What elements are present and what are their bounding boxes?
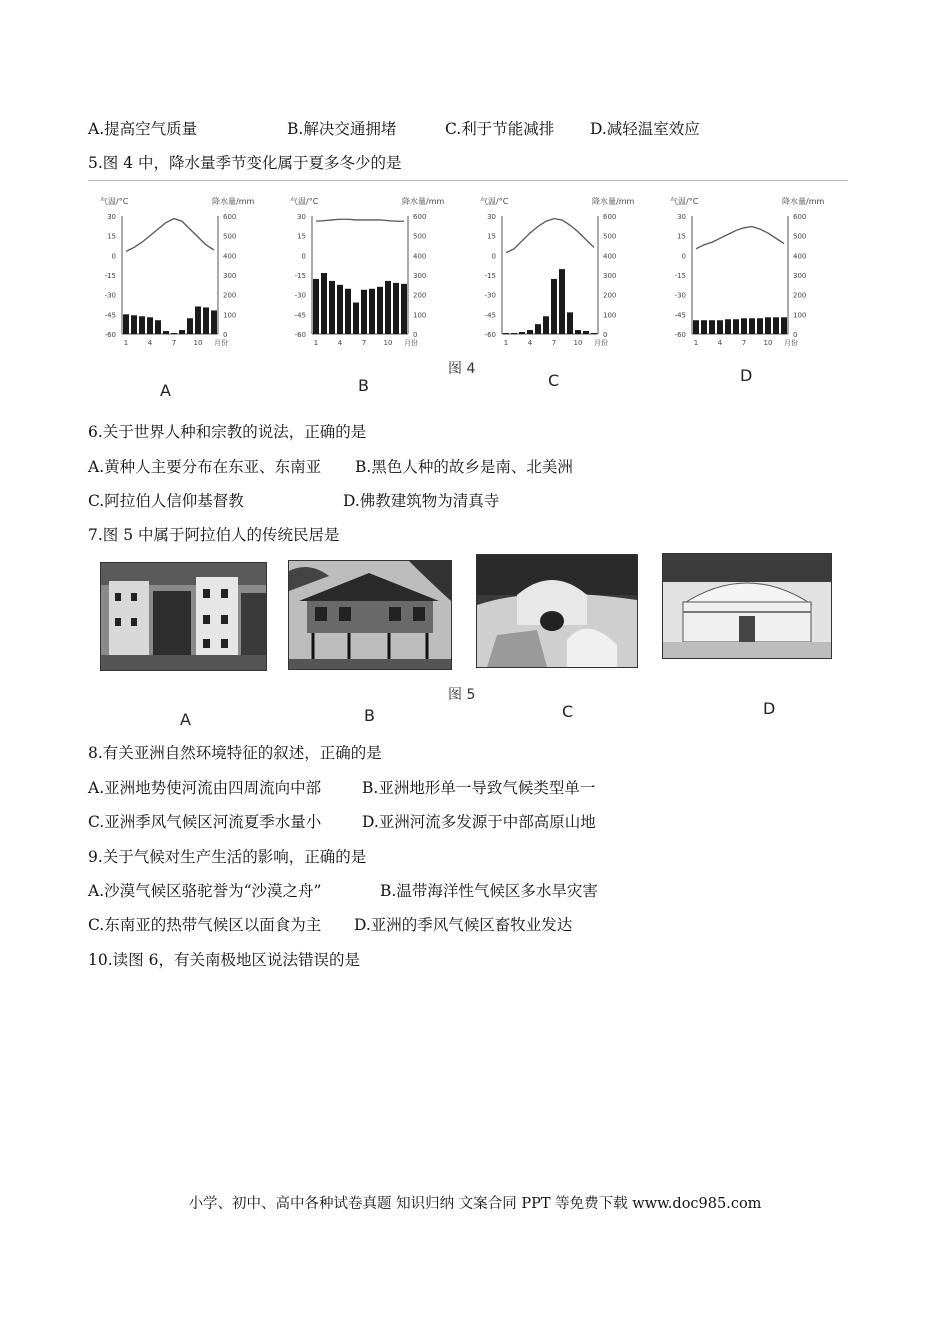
chart-0-precip-bar [187, 318, 193, 334]
q6-option-c: C.阿拉伯人信仰基督教 [88, 492, 244, 510]
chart-0-precip-bar [147, 317, 153, 334]
chart-1-precip-bar [313, 279, 319, 334]
chart-0-temp-tick: -15 [104, 272, 116, 280]
chart-3-temp-tick: -30 [674, 291, 686, 300]
chart-3-temp-tick: -15 [674, 272, 686, 280]
chart-0-precip-bar [203, 307, 209, 334]
chart-2-month-unit: 月份 [594, 339, 608, 347]
photo-d-yurt [662, 553, 832, 659]
q9-option-d: D.亚洲的季风气候区畜牧业发达 [354, 916, 573, 934]
photo-b-label: B [364, 706, 375, 725]
q8-option-c: C.亚洲季风气候区河流夏季水量小 [88, 813, 322, 831]
chart-2-precip-tick: 500 [603, 232, 617, 241]
q4-option-c: C.利于节能减排 [445, 120, 555, 138]
chart-3-precip-tick: 600 [793, 213, 807, 221]
chart-3-precip-tick: 200 [793, 291, 807, 300]
chart-1-temp-tick: 30 [297, 213, 306, 221]
chart-0-month-tick: 10 [193, 339, 203, 347]
chart-3-precip-bar [693, 320, 699, 334]
chart-1-temp-tick: -60 [294, 331, 306, 339]
chart-3-month-tick: 7 [741, 339, 747, 347]
chart-2-precip-bar [575, 330, 581, 334]
q6-option-a: A.黄种人主要分布在东亚、东南亚 [88, 458, 322, 476]
chart-2-temp-tick: -45 [484, 311, 496, 320]
chart-2-precip-bar [551, 279, 557, 334]
chart-2-precip-bar [527, 330, 533, 334]
q10-stem: 10.读图 6，有关南极地区说法错误的是 [88, 951, 360, 969]
chart-2-precip-bar [559, 269, 565, 334]
chart-1-temp-tick: -45 [294, 311, 306, 320]
chart-1-precip-bar [345, 289, 351, 334]
chart-2-temp-tick: 15 [487, 232, 496, 241]
chart-2-precip-bar [535, 324, 541, 334]
chart-1-precip-bar [329, 281, 335, 334]
chart-0-precip-bar [131, 315, 137, 334]
chart-1-precip-tick: 0 [413, 331, 418, 339]
chart-2-temp-tick: -60 [484, 331, 496, 339]
figure4-top-rule [88, 180, 848, 181]
chart-2-precip-axis-title: 降水量/mm [592, 197, 635, 206]
chart-2-precip-bar [543, 316, 549, 334]
q8-option-d: D.亚洲河流多发源于中部高原山地 [362, 813, 596, 831]
chart-1-precip-bar [393, 283, 399, 334]
chart-3-month-tick: 10 [763, 339, 773, 347]
chart-2-precip-bar [519, 332, 525, 334]
chart-2-temp-tick: -30 [484, 291, 496, 300]
chart-1-temp-line [316, 219, 404, 221]
chart-3-precip-tick: 100 [793, 311, 807, 320]
figure4-caption: 图 4 [448, 361, 476, 377]
q4-option-b: B.解决交通拥堵 [287, 120, 397, 138]
chart-0-temp-axis-title: 气温/°C [100, 197, 129, 206]
chart-1-precip-bar [401, 284, 407, 334]
chart-2-precip-bar [511, 333, 517, 334]
chart-2-temp-tick: 0 [491, 252, 496, 261]
q8-stem: 8.有关亚洲自然环境特征的叙述，正确的是 [88, 744, 382, 762]
chart-3-precip-tick: 400 [793, 252, 807, 261]
chart-0-month-unit: 月份 [214, 339, 228, 347]
q9-option-a: A.沙漠气候区骆驼誉为“沙漠之舟” [88, 882, 322, 900]
chart-1-precip-bar [321, 273, 327, 334]
chart-3-temp-tick: 0 [681, 252, 686, 261]
chart-b-label: B [358, 376, 369, 395]
chart-3-temp-tick: 15 [677, 232, 686, 241]
chart-0-temp-tick: 0 [111, 252, 116, 261]
chart-1-temp-tick: 15 [297, 232, 306, 241]
chart-1-temp-tick: -15 [294, 272, 306, 280]
chart-2-month-tick: 1 [503, 339, 509, 347]
chart-2-precip-tick: 100 [603, 311, 617, 320]
chart-1-temp-tick: 0 [301, 252, 306, 261]
chart-0-precip-tick: 500 [223, 232, 237, 241]
chart-2-precip-bar [567, 312, 573, 334]
chart-1-precip-bar [353, 303, 359, 334]
chart-3-temp-tick: 30 [677, 213, 686, 221]
chart-1-precip-bar [337, 285, 343, 334]
chart-3-precip-bar [717, 320, 723, 334]
chart-2-temp-line [506, 219, 594, 253]
chart-0-temp-tick: 15 [107, 232, 116, 241]
chart-d-label: D [740, 366, 753, 385]
chart-1-precip-tick: 100 [413, 311, 427, 320]
photo-a-stone-houses [100, 562, 267, 671]
chart-0-temp-tick: -30 [104, 291, 116, 300]
chart-2-precip-tick: 300 [603, 272, 617, 280]
chart-3-precip-bar [765, 317, 771, 334]
chart-1-month-tick: 1 [313, 339, 319, 347]
chart-0-precip-bar [195, 306, 201, 334]
chart-0-month-tick: 4 [147, 339, 153, 347]
q4-option-a: A.提高空气质量 [88, 120, 198, 138]
chart-0-temp-tick: -60 [104, 331, 116, 339]
chart-1-precip-bar [385, 281, 391, 334]
chart-3-precip-bar [733, 319, 739, 334]
photo-a-label: A [180, 710, 191, 729]
chart-3-month-unit: 月份 [784, 339, 798, 347]
chart-1-temp-axis-title: 气温/°C [290, 197, 319, 206]
q7-stem: 7.图 5 中属于阿拉伯人的传统民居是 [88, 526, 340, 544]
chart-1-month-tick: 7 [361, 339, 367, 347]
chart-3-precip-bar [701, 320, 707, 334]
chart-0-precip-tick: 400 [223, 252, 237, 261]
q8-option-b: B.亚洲地形单一导致气候类型单一 [362, 779, 596, 797]
chart-0-precip-bar [139, 316, 145, 334]
chart-2-precip-bar [591, 333, 597, 334]
chart-1-precip-tick: 600 [413, 213, 427, 221]
chart-3-temp-line [696, 226, 784, 248]
chart-2-month-tick: 10 [573, 339, 583, 347]
chart-0-temp-tick: 30 [107, 213, 116, 221]
q9-option-b: B.温带海洋性气候区多水旱灾害 [380, 882, 598, 900]
figure4-climate-charts [90, 186, 860, 356]
chart-0-precip-bar [155, 320, 161, 334]
q6-stem: 6.关于世界人种和宗教的说法，正确的是 [88, 423, 367, 441]
chart-3-month-tick: 1 [693, 339, 699, 347]
chart-3-precip-bar [725, 319, 731, 334]
chart-1-precip-bar [377, 287, 383, 334]
photo-b-image [289, 561, 451, 669]
chart-2-precip-tick: 400 [603, 252, 617, 261]
chart-0-month-tick: 7 [171, 339, 177, 347]
photo-c-igloo [476, 554, 638, 668]
q9-stem: 9.关于气候对生产生活的影响，正确的是 [88, 848, 367, 866]
chart-a-label: A [160, 381, 171, 400]
chart-1-month-unit: 月份 [404, 339, 418, 347]
chart-1-precip-bar [361, 290, 367, 334]
figure5-caption: 图 5 [448, 687, 476, 703]
chart-1-precip-axis-title: 降水量/mm [402, 197, 445, 206]
q6-option-b: B.黑色人种的故乡是南、北美洲 [355, 458, 573, 476]
chart-0-precip-tick: 100 [223, 311, 237, 320]
chart-0-precip-tick: 200 [223, 291, 237, 300]
chart-3-precip-tick: 300 [793, 272, 807, 280]
chart-3-precip-bar [773, 317, 779, 334]
q8-option-a: A.亚洲地势使河流由四周流向中部 [88, 779, 322, 797]
q4-option-d: D.减轻温室效应 [590, 120, 700, 138]
chart-3-precip-bar [749, 318, 755, 334]
chart-2-month-tick: 4 [527, 339, 533, 347]
q5-stem: 5.图 4 中，降水量季节变化属于夏多冬少的是 [88, 154, 402, 172]
chart-0-precip-bar [171, 333, 177, 334]
chart-1-precip-tick: 200 [413, 291, 427, 300]
chart-2-precip-tick: 0 [603, 331, 608, 339]
chart-1-precip-tick: 400 [413, 252, 427, 261]
chart-1-month-tick: 4 [337, 339, 343, 347]
chart-3-month-tick: 4 [717, 339, 723, 347]
chart-0-temp-line [126, 219, 214, 252]
chart-3-precip-bar [709, 320, 715, 334]
chart-3-precip-axis-title: 降水量/mm [782, 197, 825, 206]
chart-2-temp-tick: -15 [484, 272, 496, 280]
chart-c-label: C [548, 371, 560, 390]
chart-3-temp-axis-title: 气温/°C [670, 197, 699, 206]
chart-0-precip-bar [179, 330, 185, 334]
chart-0-month-tick: 1 [123, 339, 129, 347]
chart-2-precip-tick: 600 [603, 213, 617, 221]
chart-2-temp-axis-title: 气温/°C [480, 197, 509, 206]
chart-0-precip-bar [211, 310, 217, 334]
q6-option-d: D.佛教建筑物为清真寺 [343, 492, 500, 510]
photo-d-label: D [763, 699, 776, 718]
chart-0-precip-tick: 0 [223, 331, 228, 339]
chart-3-precip-tick: 500 [793, 232, 807, 241]
page-footer: 小学、初中、高中各种试卷真题 知识归纳 文案合同 PPT 等免费下载 www.doc985.com [188, 1196, 762, 1212]
chart-3-precip-tick: 0 [793, 331, 798, 339]
chart-0-precip-axis-title: 降水量/mm [212, 197, 255, 206]
chart-0-temp-tick: -45 [104, 311, 116, 320]
chart-2-temp-tick: 30 [487, 213, 496, 221]
chart-1-month-tick: 10 [383, 339, 393, 347]
chart-2-precip-bar [583, 331, 589, 334]
chart-3-temp-tick: -60 [674, 331, 686, 339]
chart-0-precip-bar [163, 331, 169, 334]
chart-2-month-tick: 7 [551, 339, 557, 347]
photo-c-label: C [562, 702, 574, 721]
chart-3-precip-bar [781, 317, 787, 334]
chart-2-precip-bar [503, 333, 509, 334]
chart-0-precip-tick: 300 [223, 272, 237, 280]
photo-b-stilt-house [288, 560, 452, 670]
q9-option-c: C.东南亚的热带气候区以面食为主 [88, 916, 322, 934]
photo-c-image [477, 555, 637, 667]
chart-2-precip-tick: 200 [603, 291, 617, 300]
chart-0-precip-bar [123, 314, 129, 334]
chart-0-precip-tick: 600 [223, 213, 237, 221]
chart-1-precip-tick: 300 [413, 272, 427, 280]
chart-1-precip-tick: 500 [413, 232, 427, 241]
chart-1-temp-tick: -30 [294, 291, 306, 300]
photo-d-image [663, 554, 831, 658]
chart-3-precip-bar [741, 318, 747, 334]
chart-3-precip-bar [757, 318, 763, 334]
chart-1-precip-bar [369, 289, 375, 334]
photo-a-image [101, 563, 266, 670]
chart-3-temp-tick: -45 [674, 311, 686, 320]
